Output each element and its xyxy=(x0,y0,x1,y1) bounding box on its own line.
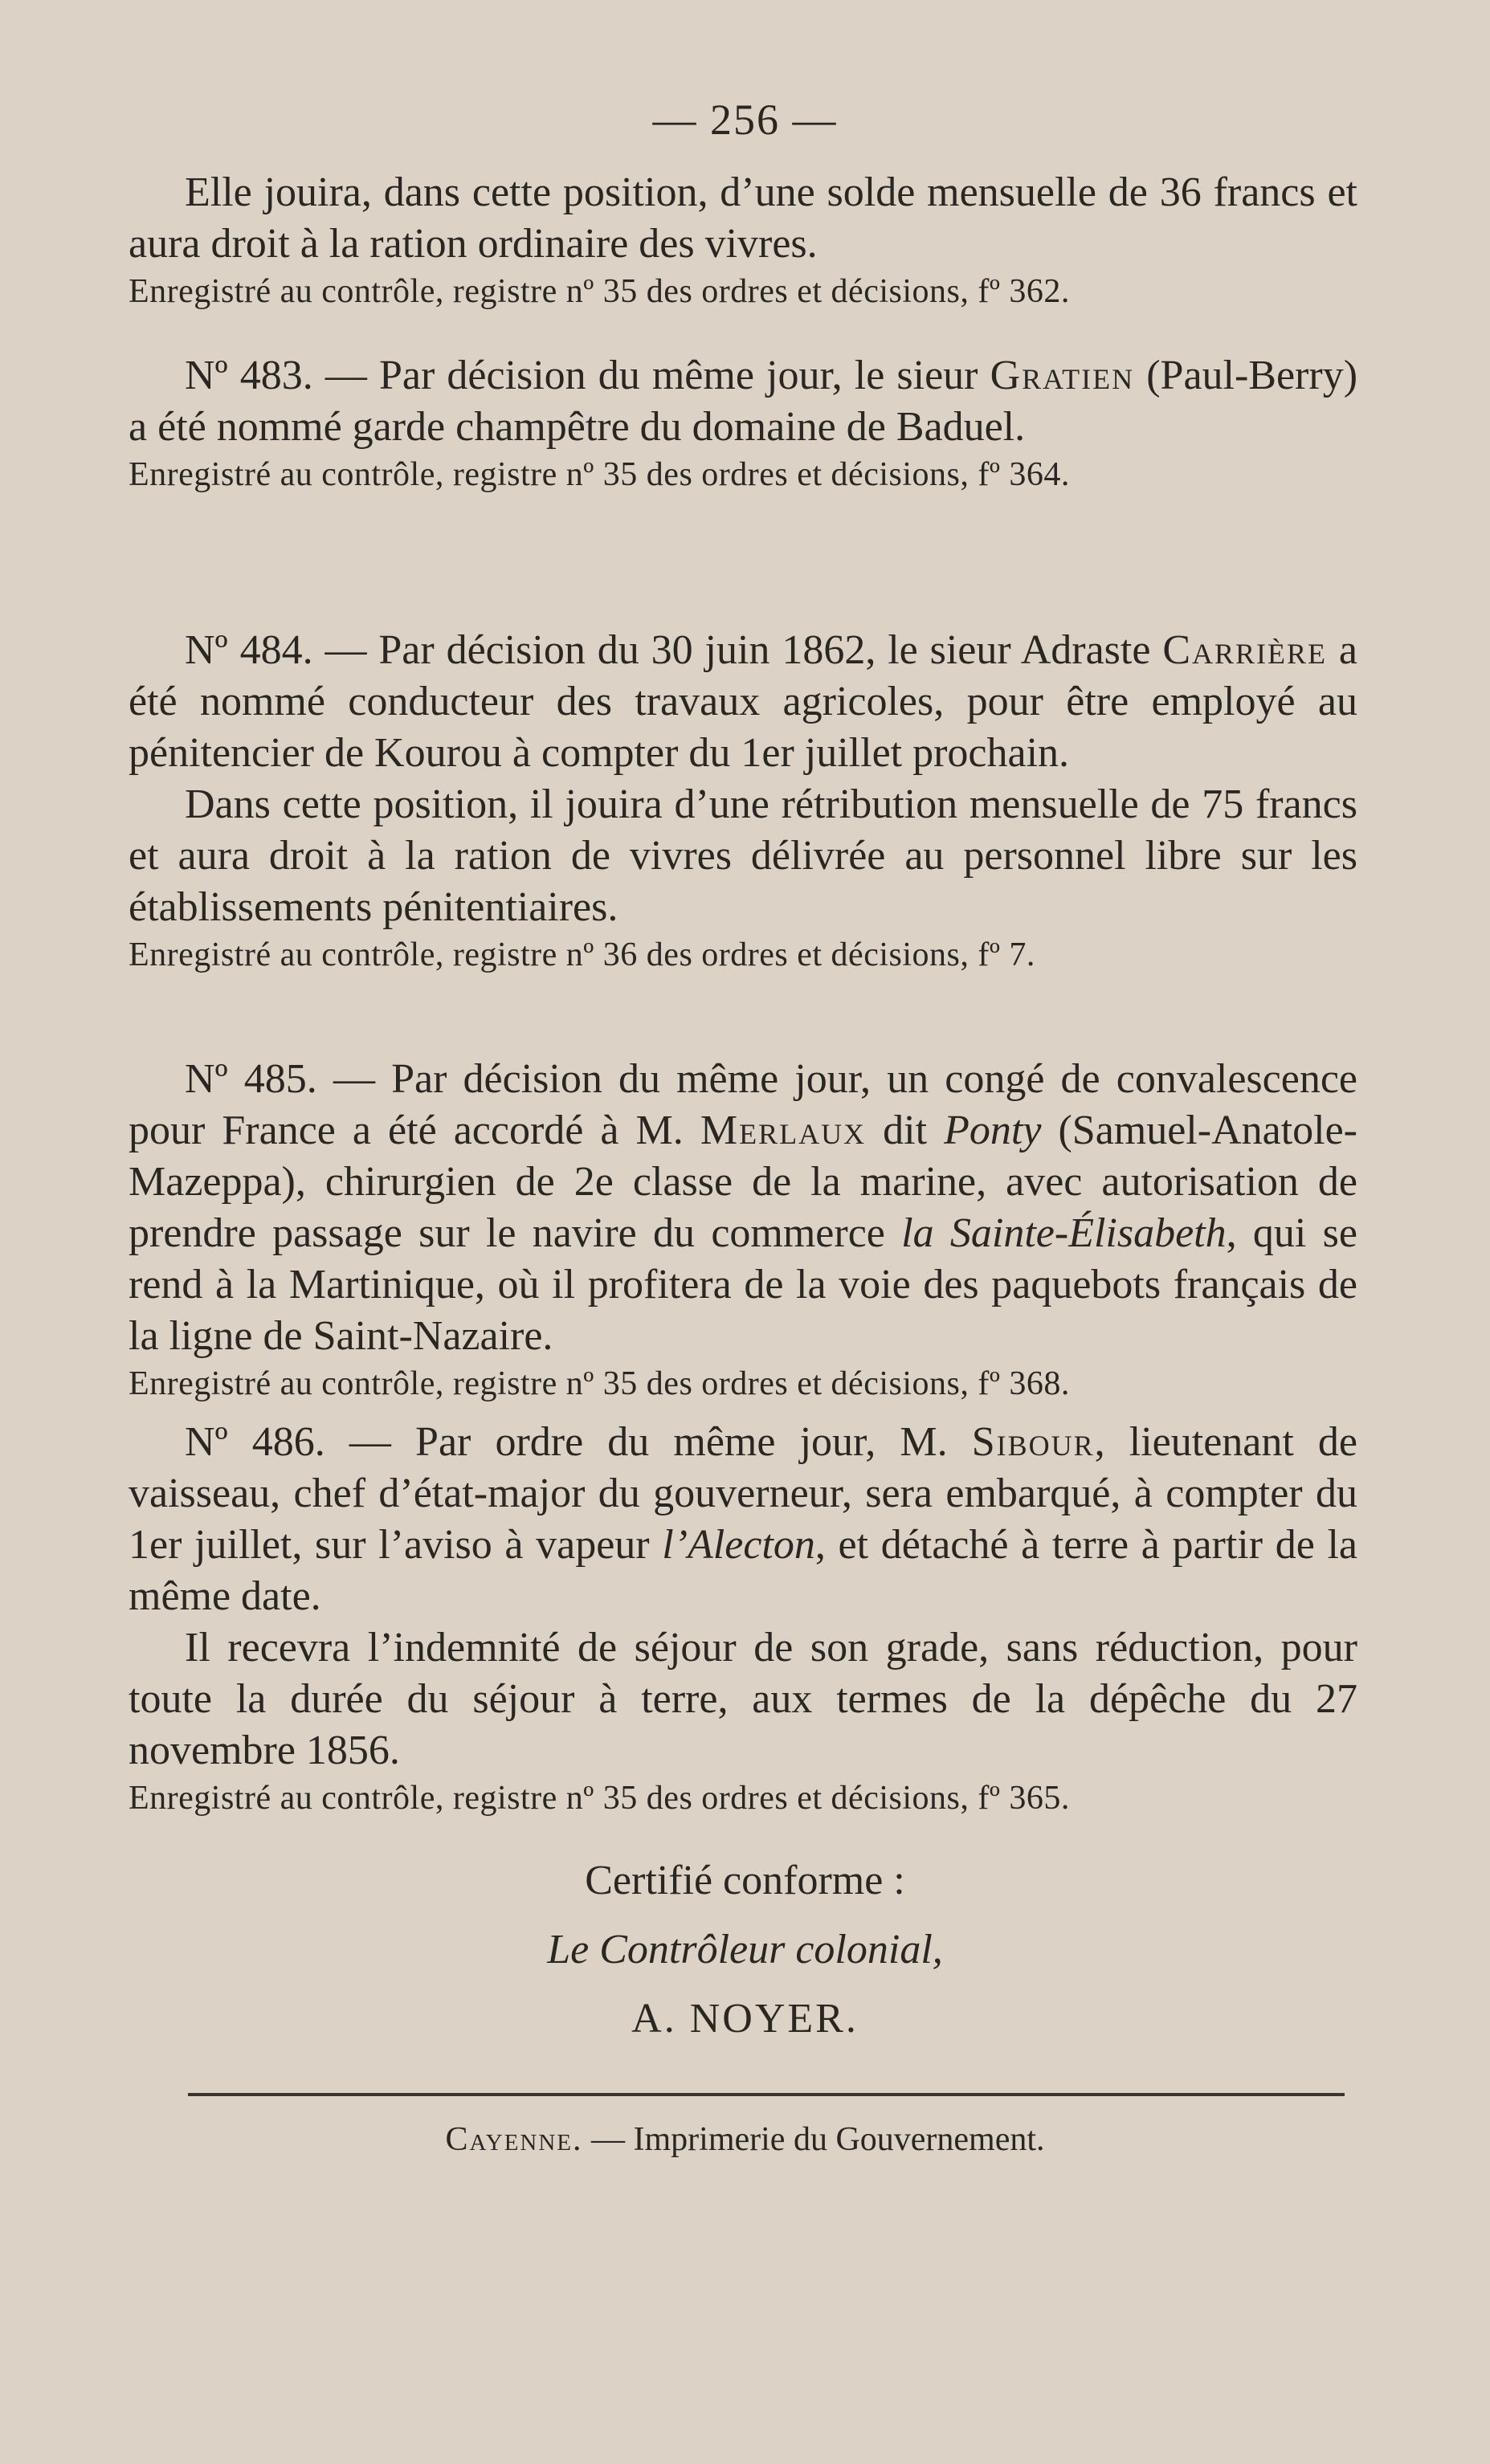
entry-486 xyxy=(129,1417,1357,1820)
imprint-city: Cayenne. xyxy=(445,2121,583,2158)
imprint xyxy=(0,2120,1490,2159)
entry-registration: Enregistré au contrôle, registre nº 35 des ordres et décisions, fº 368. xyxy=(129,1365,1070,1402)
entry-paragraph: Nº 486. — Par ordre du même jour, M. Sibour, lieutenant de vaisseau, chef d’état-major du gouverneur, sera embarqué, à compter du 1er juillet, sur l’aviso à vapeur l’Alecton, et détaché à terre à partir de la même date. xyxy=(129,1419,1357,1619)
certification-line: Certifié conforme : xyxy=(585,1858,905,1903)
entry-485 xyxy=(129,1054,1357,1405)
entry-number: Nº 484. xyxy=(185,627,313,673)
entry-paragraph: Nº 484. — Par décision du 30 juin 1862, le sieur Adraste Carrière a été nommé conducteur des travaux agricoles, pour être employé au pénitencier de Kourou à compter du 1er juillet prochain. xyxy=(129,627,1357,776)
page-number: — 256 — xyxy=(652,96,838,144)
ship-name: la Sainte-Élisabeth xyxy=(901,1210,1227,1256)
person-alias: Ponty xyxy=(944,1108,1042,1153)
intro-registration: Enregistré au contrôle, registre nº 35 des ordres et décisions, fº 362. xyxy=(129,273,1070,310)
person-name: Carrière xyxy=(1162,627,1328,673)
entry-484 xyxy=(129,625,1357,977)
divider-rule xyxy=(188,2093,1345,2096)
entry-number: Nº 483. xyxy=(185,353,313,398)
person-name: Sibour xyxy=(971,1419,1095,1465)
entry-paragraph: Nº 483. — Par décision du même jour, le sieur Gratien (Paul-Berry) a été nommé garde champêtre du domaine de Baduel. xyxy=(129,353,1358,450)
person-name: Gratien xyxy=(990,353,1135,398)
intro-paragraph: Elle jouira, dans cette position, d’une solde mensuelle de 36 francs et aura droit à la ration ordinaire des vivres. xyxy=(129,169,1357,267)
signature: A. NOYER. xyxy=(631,1996,859,2042)
entry-registration: Enregistré au contrôle, registre nº 36 des ordres et décisions, fº 7. xyxy=(129,936,1035,973)
intro-block xyxy=(129,167,1357,313)
entry-registration: Enregistré au contrôle, registre nº 35 des ordres et décisions, fº 365. xyxy=(129,1780,1070,1817)
ship-name: l’Alecton xyxy=(662,1522,815,1568)
entry-registration: Enregistré au contrôle, registre nº 35 des ordres et décisions, fº 364. xyxy=(129,456,1070,493)
person-name: Merlaux xyxy=(700,1108,867,1153)
entry-paragraph-2: Il recevra l’indemnité de séjour de son grade, sans réduction, pour toute la durée du séjour à terre, aux termes de la dépêche du 27 novembre 1856. xyxy=(129,1625,1357,1773)
entry-paragraph-2: Dans cette position, il jouira d’une rétribution mensuelle de 75 francs et aura droit à la ration de vivres délivrée au personnel libre sur les établissements pénitentiaires. xyxy=(129,781,1357,930)
entry-483 xyxy=(129,350,1357,496)
entry-number: Nº 486. xyxy=(185,1419,325,1465)
certification-title: Le Contrôleur colonial, xyxy=(547,1927,943,1972)
entry-number: Nº 485. xyxy=(185,1056,317,1102)
imprint-text: — Imprimerie du Gouvernement. xyxy=(582,2121,1045,2158)
entry-paragraph: Nº 485. — Par décision du même jour, un congé de convalescence pour France a été accordé à M. Merlaux dit Ponty (Samuel-Anatole-Mazeppa), chirurgien de 2e classe de la marine, avec autorisation de prendre passage sur le navire du commerce la Sainte-Élisabeth, qui se rend à la Martinique, où il profitera de la voie des paquebots français de la ligne de Saint-Nazaire. xyxy=(129,1056,1357,1359)
